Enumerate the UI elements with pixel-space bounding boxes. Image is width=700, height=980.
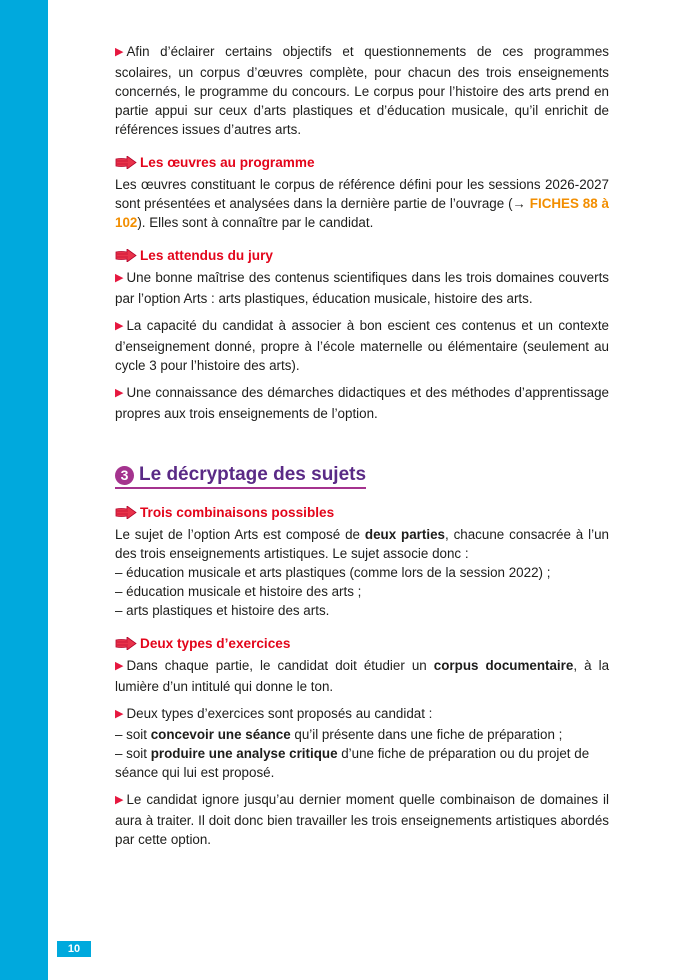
exercices-types: ▶ Deux types d’exercices sont proposés au candidat : – soit concevoir une séance qu’il présente dans une fiche de préparation ; – soit produire une analyse critique d’une fiche de préparation ou du projet de séance qui lui est proposé. [115,704,609,782]
list-item: – soit produire une analyse critique d’une fiche de préparation ou du projet de séance qui lui est proposé. [115,746,590,780]
arrow-right-icon [115,637,137,650]
subheading-combinaisons: Trois combinaisons possibles [115,503,609,522]
subheading-exercices: Deux types d’exercices [115,634,609,653]
combinaisons-intro: Le sujet de l’option Arts est composé de deux parties, chacune consacrée à l’un des trois enseignements artistiques. Le sujet associe donc : [115,527,609,561]
page-content [115,42,609,857]
intro-paragraph: ▶ Afin d’éclairer certains objectifs et questionnements de ces programmes scolaires, un corpus d’œuvres complète, pour chacun des trois enseignements concernés, le programme du concours. Le corpus pour l’histoire des arts prend en partie appui sur ceux d’arts plastiques et d’éducation musicale, qu’il enrichit de références issues d’autres arts. [115,44,609,137]
list-item: – éducation musicale et arts plastiques (comme lors de la session 2022) ; [115,565,551,580]
exercices-paragraph: ▶ Dans chaque partie, le candidat doit étudier un corpus documentaire, à la lumière d’un intitulé qui donne le ton. [115,658,610,694]
attendus-item: ▶ Une bonne maîtrise des contenus scientifiques dans les trois domaines couverts par l’option Arts : arts plastiques, éducation musicale, histoire des arts. [115,270,609,306]
fiches-reference-link[interactable]: FICHES 88 à 102 [115,196,609,230]
subheading-oeuvres: Les œuvres au programme [115,153,609,172]
list-item: – soit concevoir une séance qu’il présente dans une fiche de préparation ; [115,727,563,742]
triangle-right-icon: ▶ [115,387,124,399]
attendus-item: ▶ Une connaissance des démarches didactiques et des méthodes d’apprentissage propres aux trois enseignements de l’option. [115,385,609,421]
section-title: Le décryptage des sujets [139,464,367,485]
combinaisons-list [115,563,609,620]
triangle-right-icon: ▶ [115,320,124,332]
arrow-right-icon [115,156,137,169]
triangle-right-icon: ▶ [115,272,124,284]
section-number-badge: 3 [115,466,134,485]
attendus-item: ▶ La capacité du candidat à associer à bon escient ces contenus et un contexte d’enseignement donné, propre à l’école maternelle ou élémentaire (seulement au cycle 3 pour l’histoire des arts). [115,318,609,373]
oeuvres-paragraph: Les œuvres constituant le corpus de référence défini pour les sessions 2026-2027 sont présentées et analysées dans la dernière partie de l’ouvrage (→ FICHES 88 à 102). Elles sont à connaître par le candidat. [115,177,609,230]
triangle-right-icon: ▶ [115,708,124,720]
page-sidebar-band [0,0,48,980]
list-item: – éducation musicale et histoire des arts ; [115,584,362,599]
subheading-attendus: Les attendus du jury [115,246,609,265]
triangle-right-icon: ▶ [115,794,124,806]
page-number: 10 [57,941,91,957]
triangle-right-icon: ▶ [115,660,124,672]
arrow-right-icon [115,506,137,519]
exercices-conclusion: ▶ Le candidat ignore jusqu’au dernier moment quelle combinaison de domaines il aura à traiter. Il doit donc bien travailler les trois enseignements artistiques abordés par cette option. [115,792,609,847]
arrow-ref-icon: → [512,196,530,211]
list-item: – arts plastiques et histoire des arts. [115,603,330,618]
section-heading [115,464,366,489]
arrow-right-icon [115,249,137,262]
triangle-right-icon: ▶ [115,46,124,58]
